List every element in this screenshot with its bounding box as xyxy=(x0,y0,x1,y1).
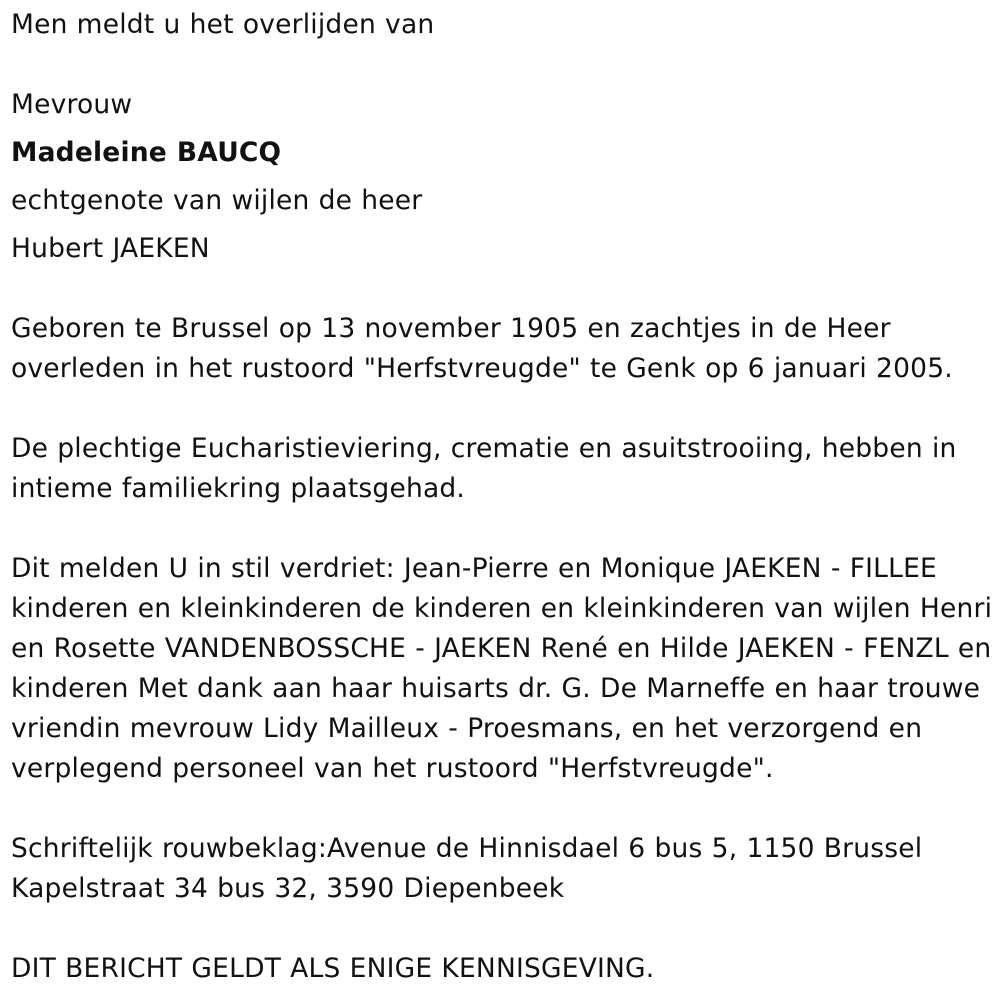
closing-text: DIT BERICHT GELDT ALS ENIGE KENNISGEVING. xyxy=(11,953,655,984)
intro-text: Men meldt u het overlijden van xyxy=(11,9,435,40)
title-text: Mevrouw xyxy=(11,89,133,120)
born-died-line: Geboren te Brussel op 13 november 1905 en zachtjes in de Heer xyxy=(11,313,891,344)
family-line: Dit melden U in stil verdriet: Jean-Pierre en Monique JAEKEN - FILLEE xyxy=(11,553,937,584)
deceased-name: Madeleine BAUCQ xyxy=(11,137,282,168)
ceremony-line: intieme familiekring plaatsgehad. xyxy=(11,473,466,504)
family-line: kinderen Met dank aan haar huisarts dr. G. De Marneffe en haar trouwe xyxy=(11,673,981,704)
condolence-address: Kapelstraat 34 bus 32, 3590 Diepenbeek xyxy=(11,873,565,904)
born-died-line: overleden in het rustoord "Herfstvreugde" te Genk op 6 januari 2005. xyxy=(11,353,953,384)
family-line: kinderen en kleinkinderen de kinderen en kleinkinderen van wijlen Henri xyxy=(11,593,993,624)
family-line: en Rosette VANDENBOSSCHE - JAEKEN René en Hilde JAEKEN - FENZL en xyxy=(11,633,992,664)
family-line: verplegend personeel van het rustoord "Herfstvreugde". xyxy=(11,753,774,784)
ceremony-line: De plechtige Eucharistieviering, crematie en asuitstrooiing, hebben in xyxy=(11,433,957,464)
spouse-name: Hubert JAEKEN xyxy=(11,233,210,264)
family-line: vriendin mevrouw Lidy Mailleux - Proesmans, en het verzorgend en xyxy=(11,713,923,744)
relation-text: echtgenote van wijlen de heer xyxy=(11,185,423,216)
condolence-address: Schriftelijk rouwbeklag:Avenue de Hinnisdael 6 bus 5, 1150 Brussel xyxy=(11,833,923,864)
